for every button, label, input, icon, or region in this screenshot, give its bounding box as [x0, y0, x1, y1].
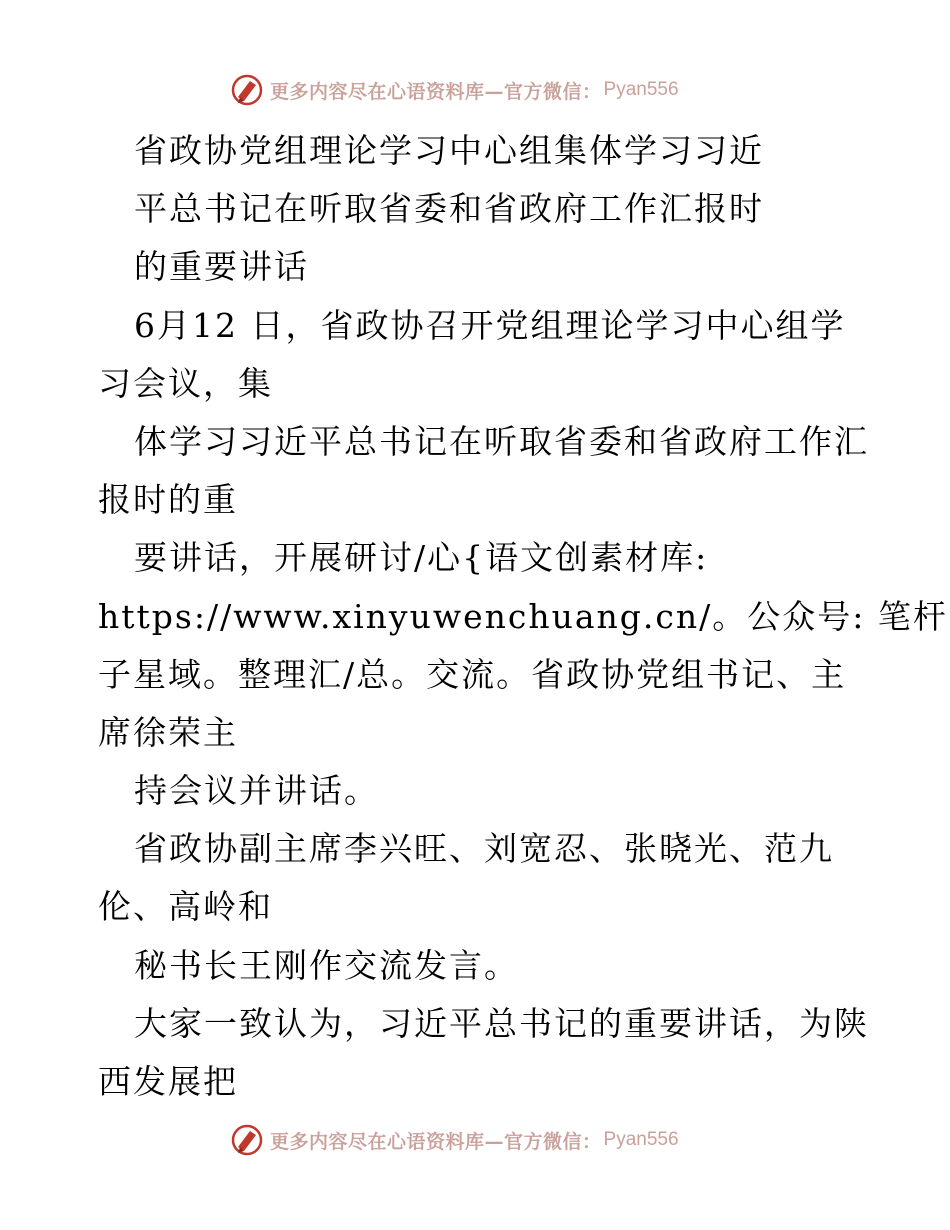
footer-banner	[230, 1120, 679, 1160]
banner-wechat-id: Pyan556	[603, 1129, 679, 1150]
text-line: 平总书记在听取省委和省政府工作汇报时	[134, 189, 764, 229]
text-line: 的重要讲话	[134, 247, 309, 287]
document-body	[98, 122, 948, 1111]
text-line: 体学习习近平总书记在听取省委和省政府工作汇	[134, 421, 869, 461]
text-line: 省政协副主席李兴旺、刘宽忍、张晓光、范九	[134, 829, 834, 869]
text-line: 习会议，集	[98, 363, 273, 403]
banner-wechat-id: Pyan556	[603, 79, 679, 100]
text-line: 子星域。整理汇/总。交流。省政协党组书记、主	[98, 654, 847, 694]
pen-logo-icon	[230, 1123, 264, 1157]
text-line: 大家一致认为，习近平总书记的重要讲话，为陕	[134, 1003, 869, 1043]
banner-text: 更多内容尽在心语资料库—官方微信：	[270, 1130, 602, 1153]
pen-logo-icon	[230, 73, 264, 107]
text-line: 省政协党组理论学习中心组集体学习习近	[134, 131, 764, 170]
header-banner	[230, 70, 679, 110]
text-line: 席徐荣主	[98, 712, 238, 752]
text-line: 报时的重	[98, 480, 238, 520]
text-line: 秘书长王刚作交流发言。	[134, 945, 519, 985]
text-line: 持会议并讲话。	[134, 771, 379, 811]
text-line: 要讲话，开展研讨/心{语文创素材库:	[134, 538, 709, 578]
text-line: 伦、高岭和	[98, 887, 273, 927]
text-line: 6月12 日，省政协召开党组理论学习中心组学	[134, 305, 846, 345]
banner-text: 更多内容尽在心语资料库—官方微信：	[270, 80, 602, 103]
text-line: 西发展把	[98, 1062, 238, 1101]
text-line: https://www.xinyuwenchuang.cn/。公众号: 笔杆	[98, 596, 948, 636]
